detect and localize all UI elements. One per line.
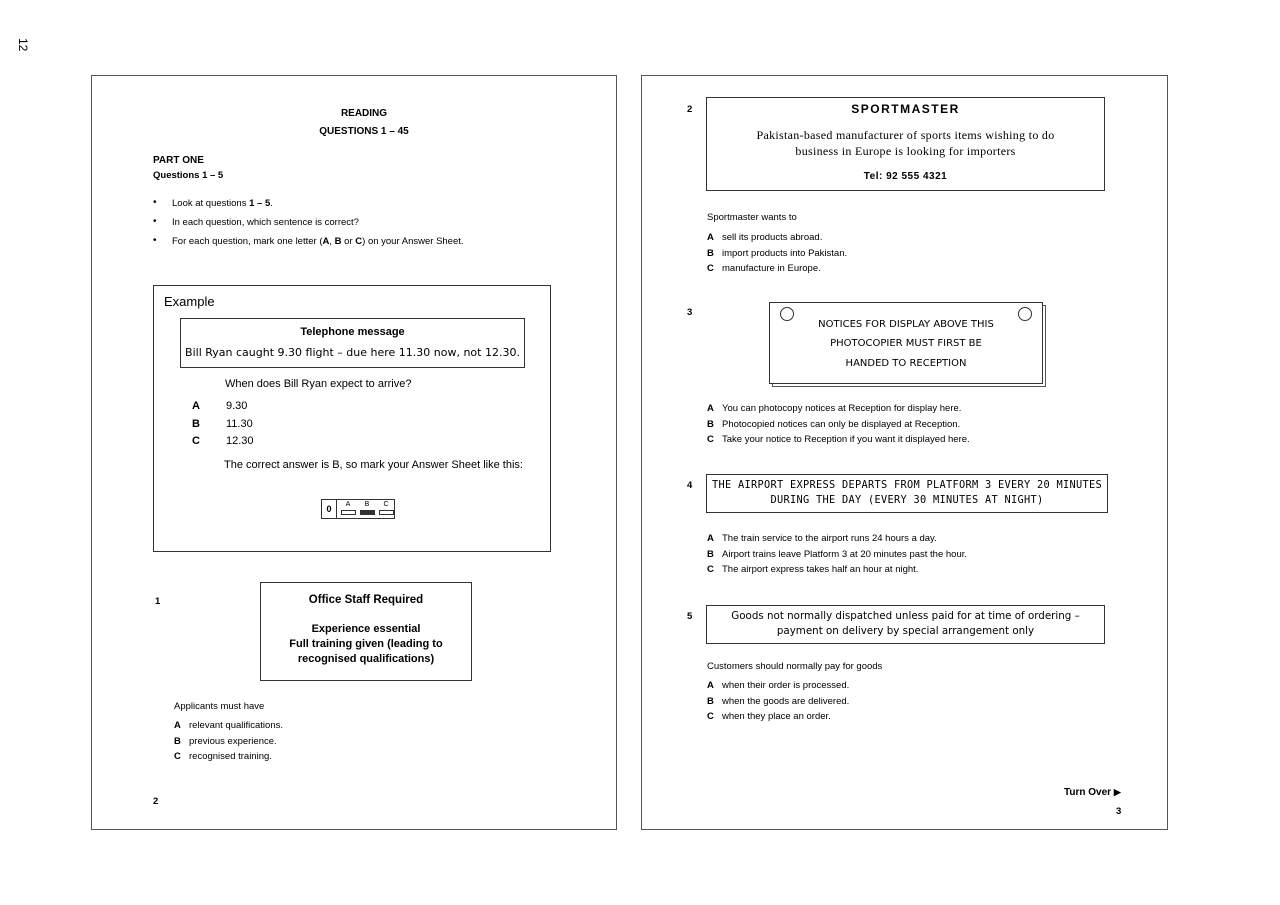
option-item: C The airport express takes half an hour at night. [707,564,919,575]
option-item: C when they place an order. [707,711,831,722]
telephone-message-notice [180,318,525,368]
notice-line: Full training given (leading to [289,638,443,650]
right-page [641,75,1168,830]
question-number: 4 [687,480,693,491]
option-item: B import products into Pakistan. [707,247,848,259]
question-stem: Applicants must have [174,701,265,712]
option-item: B Photocopied notices can only be displayed at Reception. [707,418,961,430]
answer-letter: A [345,501,351,508]
question-number: 3 [687,307,693,318]
questions-range-heading: QUESTIONS 1 – 45 [319,126,409,137]
notice-line: THE AIRPORT EXPRESS DEPARTS FROM PLATFORM 3 EVERY 20 MINUTES [712,479,1102,491]
notice-line: HANDED TO RECEPTION [845,358,967,369]
question-number: 2 [687,104,693,115]
answer-bubble-c [379,510,394,515]
page-number: 3 [1116,806,1122,817]
example-option: C 12.30 [192,435,254,447]
answer-letter: B [364,501,370,508]
sportmaster-notice [706,97,1105,191]
notice-telephone: Tel: 92 555 4321 [863,171,948,182]
option-item: C manufacture in Europe. [707,263,821,274]
answer-bubble-b-filled [360,510,375,515]
airport-express-notice [706,474,1108,513]
option-item: B previous experience. [174,735,277,747]
question-stem: Sportmaster wants to [707,212,797,223]
option-item: C recognised training. [174,751,272,762]
option-item: B Airport trains leave Platform 3 at 20 minutes past the hour. [707,548,968,560]
question-number: 5 [687,611,693,622]
sheet-number: 12 [16,38,30,52]
page-number: 2 [153,796,159,807]
goods-dispatch-notice [706,605,1105,644]
option-item: A The train service to the airport runs 24 hours a day. [707,533,937,544]
example-options [192,400,254,453]
option-item: A when their order is processed. [707,680,850,691]
notice-title: Telephone message [300,326,405,338]
notice-line: payment on delivery by special arrangement only [776,625,1035,637]
option-item: A sell its products abroad. [707,232,823,243]
notice-line: PHOTOCOPIER MUST FIRST BE [830,338,982,349]
notice-line: Goods not normally dispatched unless paid for at time of ordering – [731,610,1080,622]
answer-letter: C [383,501,389,508]
option-item: C Take your notice to Reception if you want it displayed here. [707,434,970,445]
option-list [707,403,970,450]
notice-line: DURING THE DAY (EVERY 30 MINUTES AT NIGHT) [770,494,1044,506]
example-option: A 9.30 [192,400,248,412]
notice-title: SPORTMASTER [851,102,960,116]
example-box [153,285,551,552]
reading-heading: READING [340,108,388,119]
option-list [707,232,847,279]
office-staff-notice [260,582,472,681]
notice-line: Experience essential [311,623,421,635]
notice-text: Bill Ryan caught 9.30 flight – due here 11.30 now, not 12.30. [185,346,520,359]
option-list [707,533,967,580]
answer-sheet-sample [321,499,395,519]
option-item: B when the goods are delivered. [707,695,850,707]
notice-line: NOTICES FOR DISPLAY ABOVE THIS [818,319,994,330]
option-item: A relevant qualifications. [174,720,283,731]
instruction-item: • Look at questions 1 – 5. [153,198,573,217]
option-list [707,680,849,727]
example-answer-text: The correct answer is B, so mark your Answer Sheet like this: [224,459,523,471]
part-questions: Questions 1 – 5 [153,170,224,181]
notice-line: recognised qualifications) [297,653,435,665]
option-item: A You can photocopy notices at Reception for display here. [707,403,962,414]
example-option: B 11.30 [192,417,253,430]
part-title: PART ONE [153,155,204,166]
instruction-item: • For each question, mark one letter (A, B or C) on your Answer Sheet. [153,236,573,255]
right-triangle-icon: ▶ [1113,787,1121,797]
turn-over [1064,787,1121,798]
answer-bubble-a [341,510,356,515]
left-page [91,75,617,830]
question-stem: Customers should normally pay for goods [707,661,883,672]
option-list [174,720,283,767]
notice-text: Pakistan-based manufacturer of sports items wishing to do business in Europe is looking for importers [756,128,1055,158]
instruction-list [153,198,573,255]
photocopier-notice [769,302,1043,384]
answer-row-number: 0 [322,500,337,518]
example-question: When does Bill Ryan expect to arrive? [225,378,412,390]
example-label: Example [164,294,215,309]
notice-title: Office Staff Required [308,594,424,606]
instruction-item: • In each question, which sentence is correct? [153,217,573,236]
turn-over-label: Turn Over [1064,787,1112,798]
question-number: 1 [155,596,161,607]
